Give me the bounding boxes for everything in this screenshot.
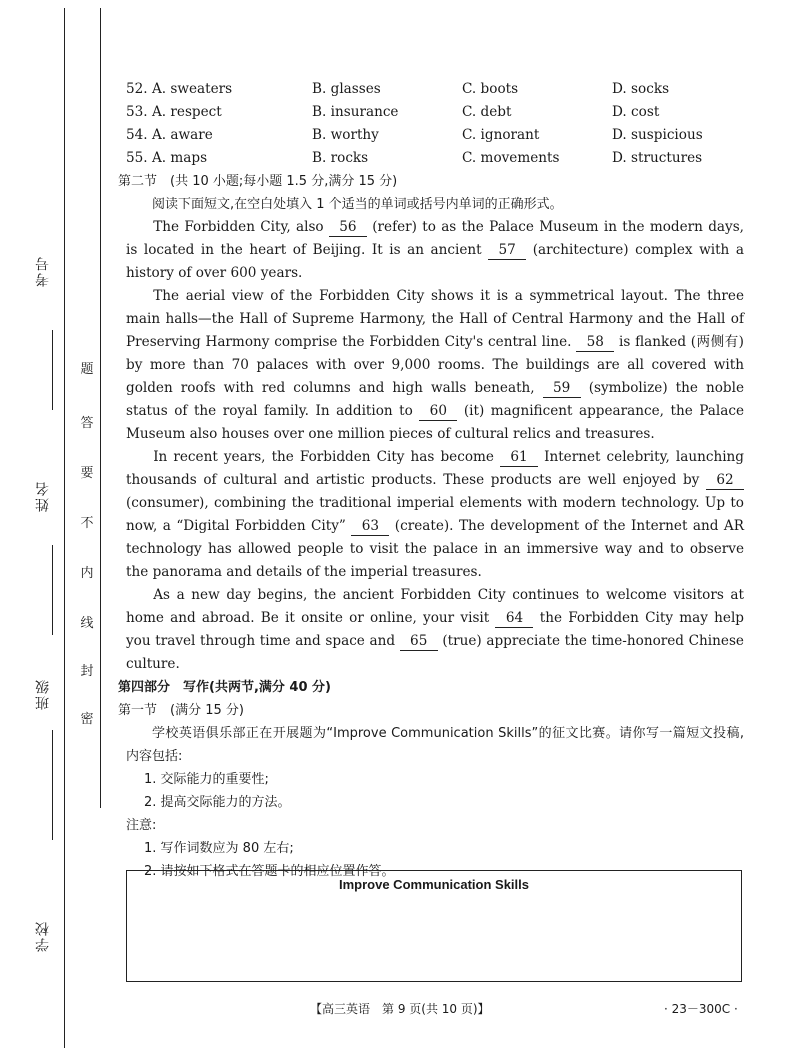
seal-char: 题 <box>80 362 94 377</box>
margin-line-inner <box>100 8 101 808</box>
option-d: D. suspicious <box>612 127 703 143</box>
option-c: C. boots <box>462 81 519 97</box>
note-item: 2. 请按如下格式在答题卡的相应位置作答。 <box>144 864 395 879</box>
section2-heading: 第二节 (共 10 小题;每小题 1.5 分,满分 15 分) <box>118 174 398 189</box>
seal-char: 答 <box>80 416 94 431</box>
passage-paragraph-2 <box>126 285 744 446</box>
xingming-field <box>52 545 53 635</box>
essay-answer-box <box>126 870 742 982</box>
passage-paragraph-4 <box>126 584 744 676</box>
part4-heading: 第四部分 写作(共两节,满分 40 分) <box>118 680 331 695</box>
passage-paragraph-3 <box>126 446 744 584</box>
option-d: D. structures <box>612 150 703 166</box>
blank-62: 62 <box>706 472 744 490</box>
seal-char: 封 <box>80 664 94 679</box>
option-a: 53. A. respect <box>126 104 222 120</box>
passage-text: (true) appreciate the time-honored Chinese culture. <box>126 633 744 672</box>
page-info: 【高三英语 第 9 页(共 10 页)】 <box>310 1002 490 1016</box>
option-b: B. rocks <box>312 150 369 166</box>
writing-item: 1. 交际能力的重要性; <box>144 772 269 787</box>
option-d: D. cost <box>612 104 660 120</box>
passage-text: (create). The development of the Internet and AR technology has allowed people to visit the palace in an immersive way and to observe the panorama and details of the imperial treasures. <box>126 518 744 580</box>
seal-char: 线 <box>80 616 94 631</box>
note-label: 注意: <box>126 818 157 833</box>
passage-text: The aerial view of the Forbidden City shows it is a symmetrical layout. The three main halls—the Hall of Supreme Harmony, the Hall of Central Harmony and the Hall of Preserving Harmony comprise the Forbidden City's central line. <box>126 288 744 350</box>
essay-title: Improve Communication Skills <box>339 877 529 892</box>
seal-char: 内 <box>80 566 94 581</box>
blank-56: 56 <box>329 219 367 237</box>
option-a: 55. A. maps <box>126 150 208 166</box>
section2-instruction: 阅读下面短文,在空白处填入 1 个适当的单词或括号内单词的正确形式。 <box>152 197 563 212</box>
paper-code: · 23－300C · <box>664 1002 738 1016</box>
option-d: D. socks <box>612 81 670 97</box>
option-b: B. glasses <box>312 81 381 97</box>
seal-char: 要 <box>80 466 94 481</box>
passage-text: (it) magnificent appearance, the Palace Museum also houses over one million pieces of cultural relics and treasures. <box>126 403 744 442</box>
note-item: 1. 写作词数应为 80 左右; <box>144 841 294 856</box>
option-row <box>126 78 744 101</box>
blank-61: 61 <box>500 449 538 467</box>
option-row <box>126 147 744 170</box>
part4-subheading: 第一节 (满分 15 分) <box>118 703 244 718</box>
seal-char: 密 <box>80 712 94 727</box>
seal-char: 不 <box>80 516 94 531</box>
passage-text: The Forbidden City, also <box>153 219 329 235</box>
blank-57: 57 <box>488 242 526 260</box>
passage-text: is flanked (两侧有) by more than 70 palaces with over 9,000 rooms. The buildings are all covered with golden roofs with red columns and high walls beneath, <box>126 334 744 396</box>
option-a: 54. A. aware <box>126 127 213 143</box>
option-a: 52. A. sweaters <box>126 81 233 97</box>
xingming-label: 姓名 <box>35 480 51 512</box>
passage-text: (consumer), combining the traditional imperial elements with modern technology. Up to now, a “Digital Forbidden City” <box>126 495 744 534</box>
margin-line-outer <box>64 8 65 1048</box>
kaohao-field <box>52 330 53 410</box>
option-c: C. ignorant <box>462 127 540 143</box>
passage-text: (symbolize) the noble status of the royal family. In addition to <box>126 380 745 419</box>
blank-63: 63 <box>351 518 389 536</box>
option-b: B. worthy <box>312 127 379 143</box>
writing-item: 2. 提高交际能力的方法。 <box>144 795 291 810</box>
blank-59: 59 <box>543 380 581 398</box>
passage-text: (refer) to as the Palace Museum in the modern days, is located in the heart of Beijing. It is an ancient <box>126 219 744 258</box>
xuexiao-label: 学校 <box>35 920 51 952</box>
passage-text: (architecture) complex with a history of over 600 years. <box>126 242 744 281</box>
kaohao-label: 考号 <box>35 255 51 287</box>
exam-content <box>118 78 745 883</box>
passage-text: the Forbidden City may help you travel through time and space and <box>126 610 745 649</box>
option-c: C. movements <box>462 150 560 166</box>
passage-text: Internet celebrity, launching thousands of cultural and artistic products. These products are well enjoyed by <box>126 449 745 488</box>
writing-prompt: 学校英语俱乐部正在开展题为“Improve Communication Skills”的征文比赛。请你写一篇短文投稿,内容包括: <box>126 726 744 764</box>
option-row <box>126 124 744 147</box>
blank-60: 60 <box>419 403 457 421</box>
passage-text: In recent years, the Forbidden City has become <box>153 449 501 465</box>
blank-65: 65 <box>400 633 438 651</box>
blank-58: 58 <box>576 334 614 352</box>
option-row <box>126 101 744 124</box>
passage-paragraph-1 <box>126 216 744 285</box>
option-b: B. insurance <box>312 104 399 120</box>
option-c: C. debt <box>462 104 512 120</box>
banji-field <box>52 730 53 840</box>
banji-label: 班级 <box>35 678 51 710</box>
passage-text: As a new day begins, the ancient Forbidden City continues to welcome visitors at home and abroad. Be it onsite or online, your visit <box>126 587 744 626</box>
blank-64: 64 <box>495 610 533 628</box>
